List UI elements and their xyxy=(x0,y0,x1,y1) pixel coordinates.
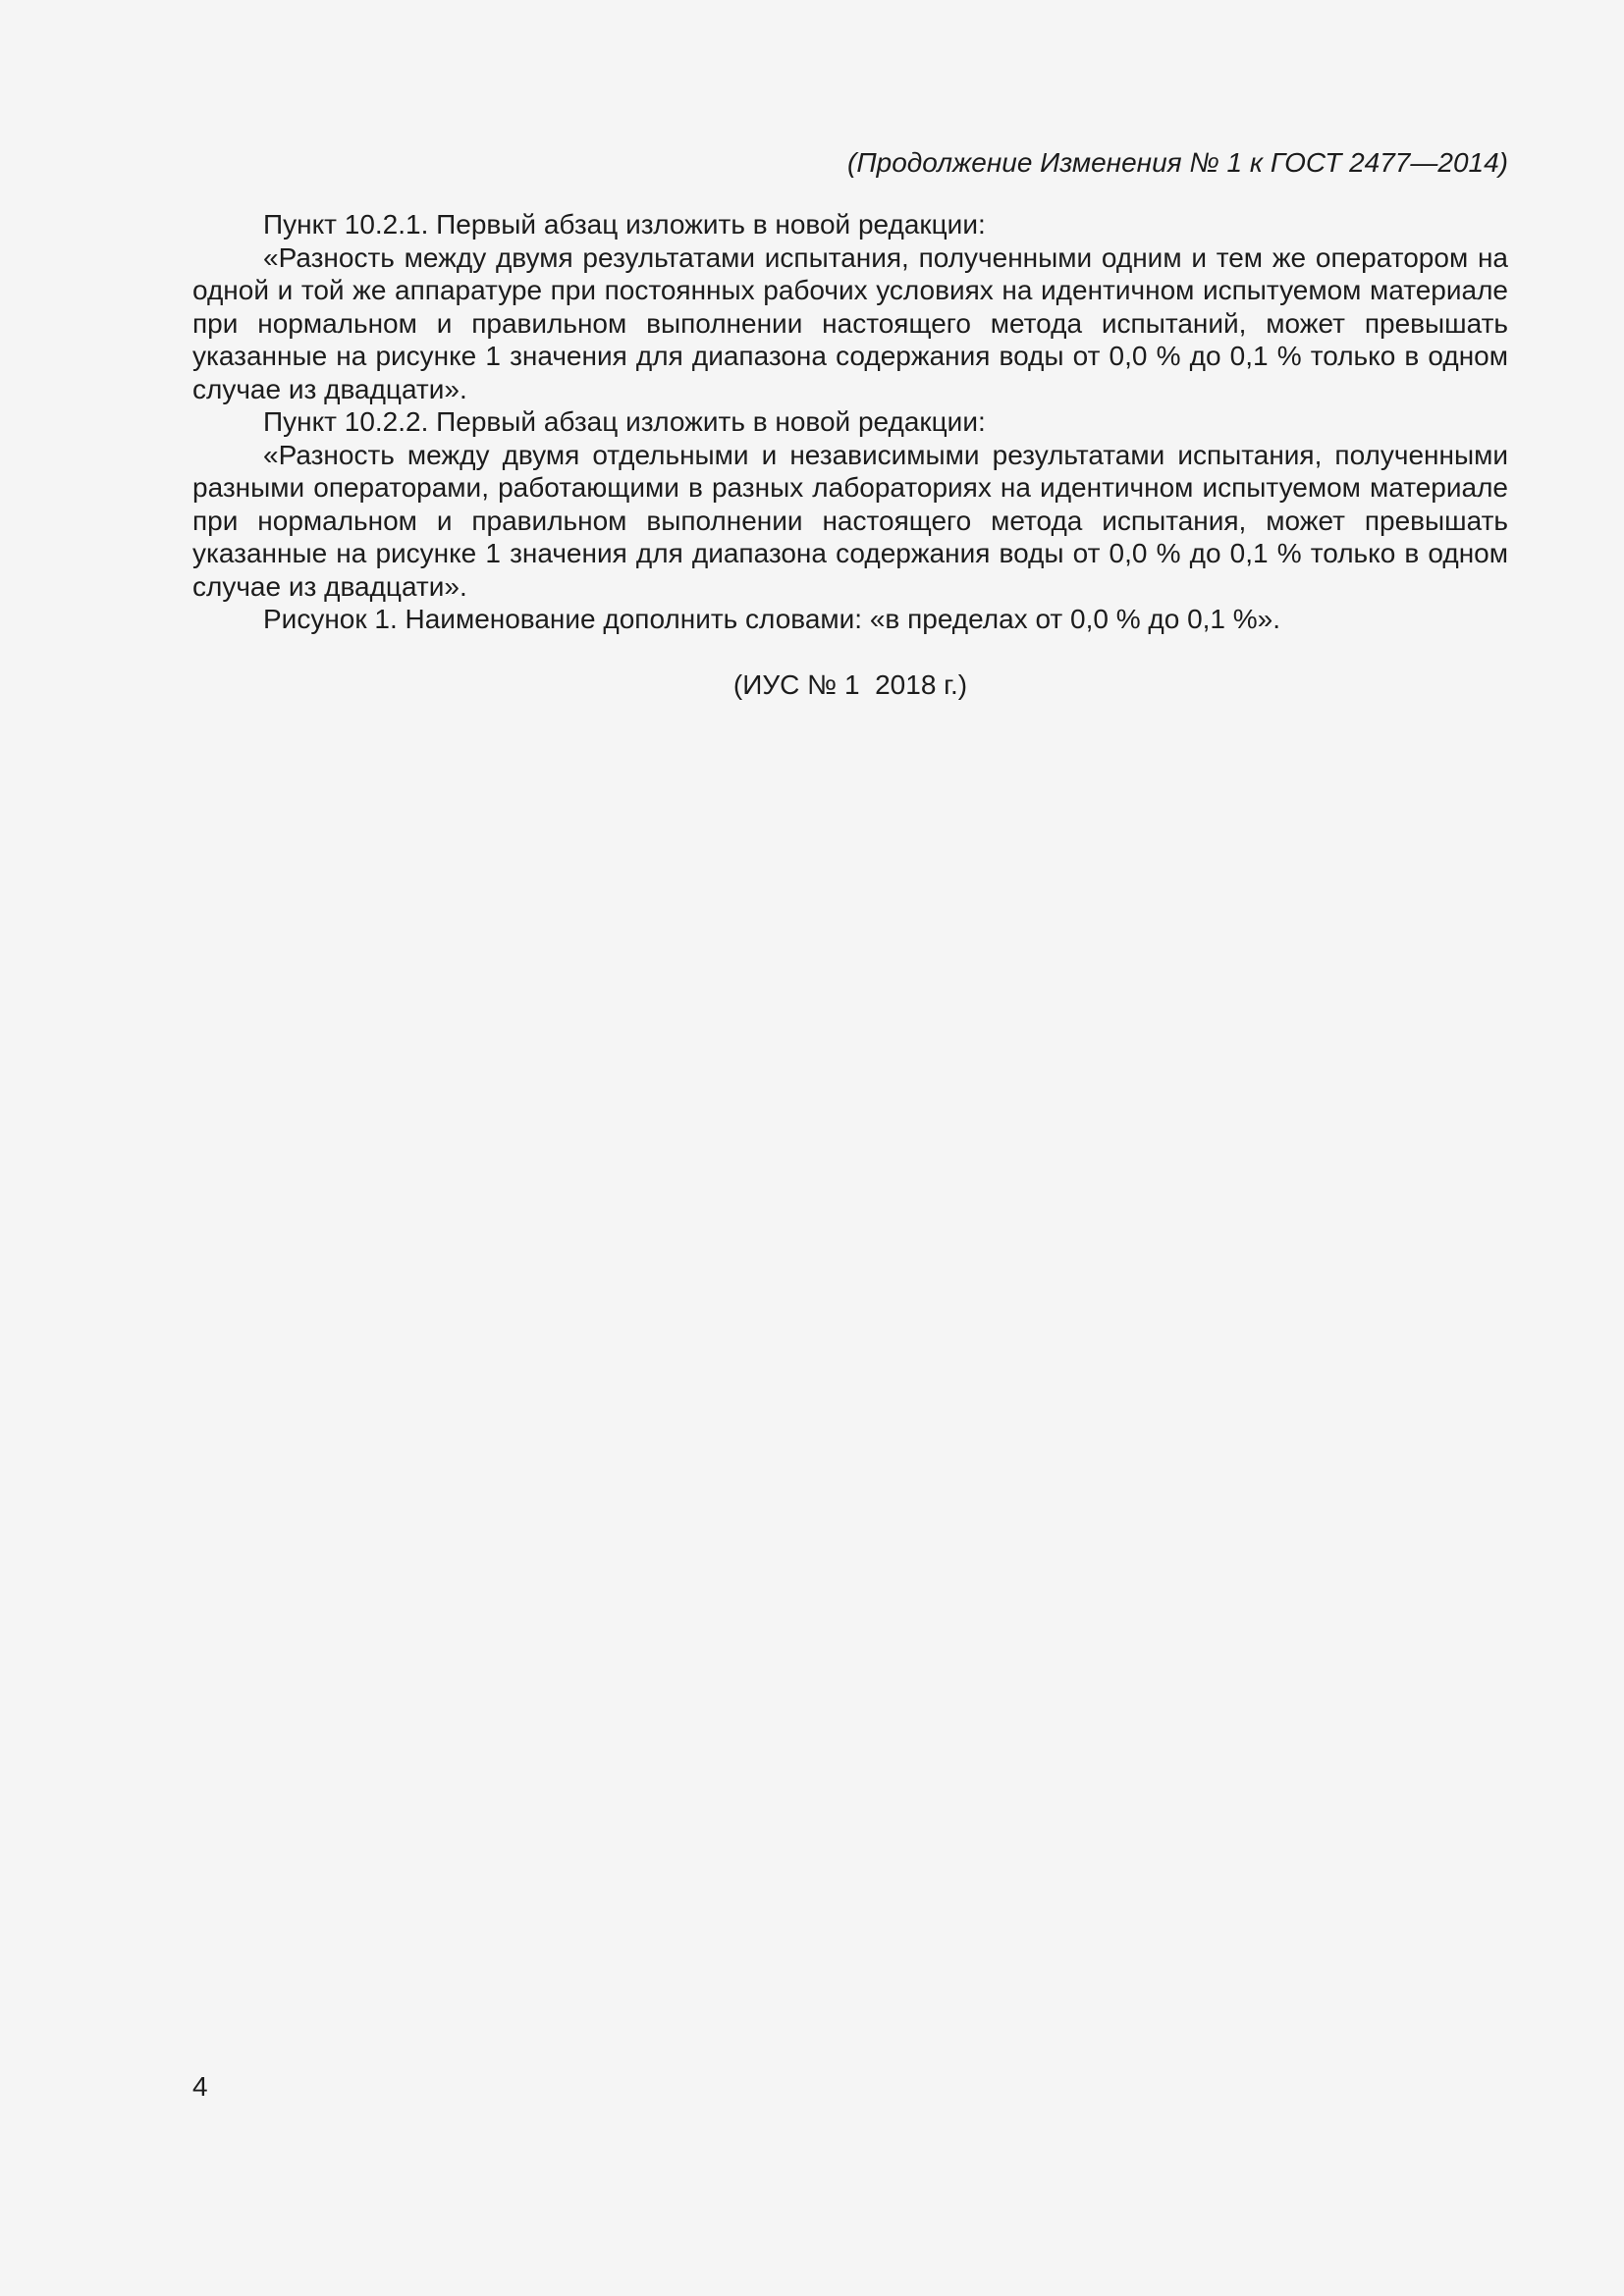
continuation-header: (Продолжение Изменения № 1 к ГОСТ 2477—2014) xyxy=(847,147,1508,178)
amendment-body xyxy=(192,208,1508,636)
paragraph-figure-1: Рисунок 1. Наименование дополнить словами: «в пределах от 0,0 % до 0,1 %». xyxy=(263,604,1281,634)
page-number: 4 xyxy=(192,2071,208,2102)
paragraph-item-10-2-1: Пункт 10.2.1. Первый абзац изложить в новой редакции: xyxy=(263,209,986,240)
paragraph-quote-10-2-1: «Разность между двумя результатами испытания, полученными одним и тем же оператором на одной и той же аппаратуре при постоянных рабочих условиях на идентичном испытуемом материале при нормальном и правильном выполнении настоящего метода испытаний, может превышать указанные на рисунке 1 значения для диапазона содержания воды от 0,0 % до 0,1 % только в одном случае из двадцати». xyxy=(192,241,1508,404)
paragraph-item-10-2-2: Пункт 10.2.2. Первый абзац изложить в новой редакции: xyxy=(263,406,986,437)
paragraph-quote-10-2-2: «Разность между двумя отдельными и независимыми результатами испытания, полученными разными операторами, работающими в разных лабораториях на идентичном испытуемом материале при нормальном и правильном выполнении настоящего метода испытания, может превышать указанные на рисунке 1 значения для диапазона содержания воды от 0,0 % до 0,1 % только в одном случае из двадцати». xyxy=(192,439,1508,602)
ius-reference: (ИУС № 1 2018 г.) xyxy=(732,669,968,700)
